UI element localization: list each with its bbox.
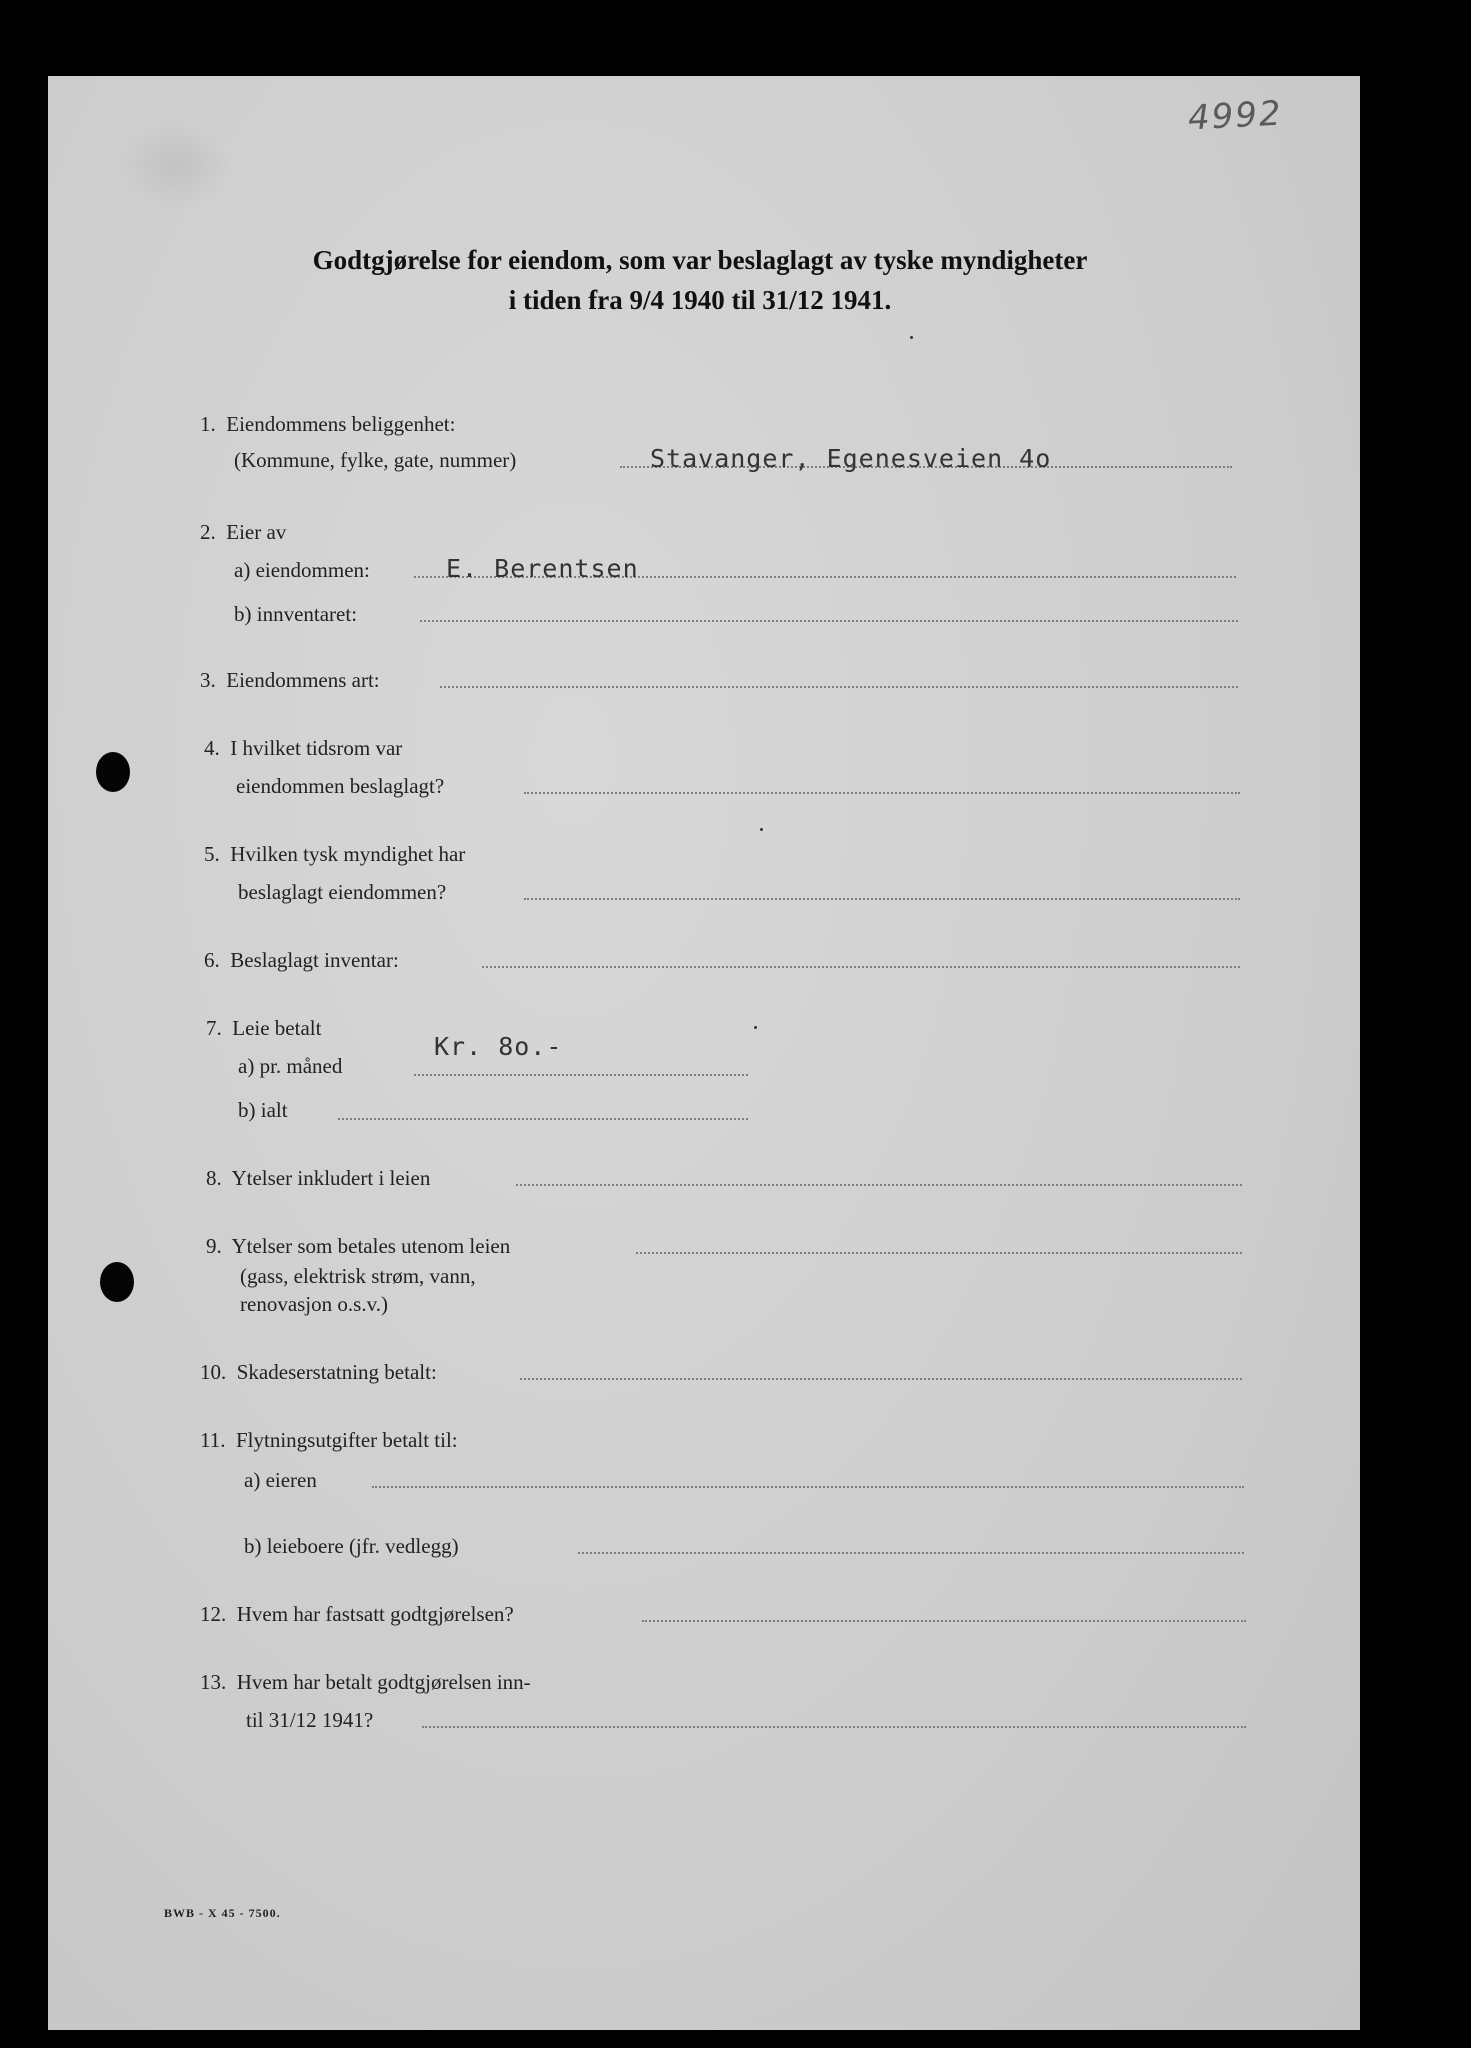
item-number: 9.: [206, 1234, 222, 1258]
item-number: 5.: [204, 842, 220, 866]
item-1-label: [200, 412, 455, 437]
form-sheet: [48, 76, 1360, 2030]
item-text: Hvilken tysk myndighet har: [230, 842, 466, 866]
item-text: Eier av: [226, 520, 287, 544]
item-10-line[interactable]: [520, 1378, 1242, 1380]
item-10-label: [200, 1360, 437, 1385]
item-text: Hvem har fastsatt godtgjørelsen?: [236, 1602, 514, 1626]
item-11-label: [200, 1428, 458, 1453]
item-text: Eiendommens art:: [226, 668, 380, 692]
item-12-label: [200, 1602, 514, 1627]
item-9-sub2: renovasjon o.s.v.): [240, 1292, 388, 1316]
item-4-line[interactable]: [524, 792, 1240, 794]
item-4-sub: eiendommen beslaglagt?: [236, 774, 445, 798]
item-8-line[interactable]: [516, 1184, 1242, 1186]
item-9-sub: (gass, elektrisk strøm, vann,: [240, 1264, 476, 1288]
item-11b-line[interactable]: [578, 1552, 1244, 1554]
item-2b-label: b) innventaret:: [234, 602, 358, 626]
item-13-sub: til 31/12 1941?: [246, 1708, 374, 1732]
item-3-label: [200, 668, 380, 693]
item-number: 6.: [204, 948, 220, 972]
item-text: Leie betalt: [232, 1016, 322, 1040]
item-11a-line[interactable]: [372, 1486, 1244, 1488]
item-number: 2.: [200, 520, 216, 544]
punch-hole-lower: [100, 1262, 134, 1302]
item-text: Beslaglagt inventar:: [230, 948, 399, 972]
item-number: 10.: [200, 1360, 227, 1384]
item-7a-line[interactable]: [414, 1074, 748, 1076]
item-text: Ytelser inkludert i leien: [231, 1166, 431, 1190]
item-3-line[interactable]: [440, 686, 1238, 688]
item-6-label: [204, 948, 399, 973]
paper-speck: [760, 828, 763, 831]
item-number: 8.: [206, 1166, 222, 1190]
paper-speck: [754, 1026, 757, 1029]
archive-number: 4992: [1187, 93, 1284, 139]
faint-stamp-mark: [120, 120, 230, 210]
item-11b-label: b) leieboere (jfr. vedlegg): [244, 1534, 459, 1558]
item-5-line[interactable]: [524, 898, 1240, 900]
item-1-typed-value: Stavanger, Egenesveien 4o: [650, 444, 1052, 473]
printer-code: BWB - X 45 - 7500.: [164, 1906, 281, 1920]
item-12-line[interactable]: [642, 1620, 1246, 1622]
item-text: Flytningsutgifter betalt til:: [235, 1428, 458, 1452]
item-7-label: [206, 1016, 321, 1041]
item-text: I hvilket tidsrom var: [230, 736, 403, 760]
form-title: [150, 240, 1250, 320]
item-13-label: [200, 1670, 531, 1695]
item-number: 13.: [200, 1670, 227, 1694]
item-number: 11.: [200, 1428, 226, 1452]
item-7a-label: a) pr. måned: [238, 1054, 343, 1078]
item-11a-label: a) eieren: [244, 1468, 317, 1492]
item-7b-line[interactable]: [338, 1118, 748, 1120]
item-7b-label: b) ialt: [238, 1098, 288, 1122]
paper-speck: [910, 336, 913, 339]
item-5-sub: beslaglagt eiendommen?: [238, 880, 447, 904]
punch-hole-upper: [96, 752, 130, 792]
item-text: Hvem har betalt godtgjørelsen inn-: [236, 1670, 531, 1694]
item-9-line[interactable]: [636, 1252, 1242, 1254]
item-4-label: [204, 736, 402, 761]
item-text: Ytelser som betales utenom leien: [231, 1234, 511, 1258]
item-number: 4.: [204, 736, 220, 760]
item-number: 7.: [206, 1016, 222, 1040]
item-7a-typed-value: Kr. 8o.-: [434, 1032, 563, 1061]
item-1-sub: (Kommune, fylke, gate, nummer): [234, 448, 517, 472]
item-6-line[interactable]: [482, 966, 1240, 968]
title-line-1: Godtgjørelse for eiendom, som var beslaglagt av tyske myndigheter: [312, 245, 1088, 275]
item-text: Skadeserstatning betalt:: [236, 1360, 437, 1384]
item-2a-typed-value: E. Berentsen: [446, 554, 639, 583]
item-2b-line[interactable]: [420, 620, 1238, 622]
item-8-label: [206, 1166, 430, 1191]
item-number: 3.: [200, 668, 216, 692]
item-2a-label: a) eiendommen:: [234, 558, 370, 582]
item-text: Eiendommens beliggenhet:: [226, 412, 456, 436]
item-number: 12.: [200, 1602, 227, 1626]
item-5-label: [204, 842, 465, 867]
item-number: 1.: [200, 412, 216, 436]
item-9-label: [206, 1234, 510, 1259]
item-2-label: [200, 520, 286, 545]
item-13-line[interactable]: [422, 1726, 1246, 1728]
title-line-2: i tiden fra 9/4 1940 til 31/12 1941.: [508, 285, 892, 315]
